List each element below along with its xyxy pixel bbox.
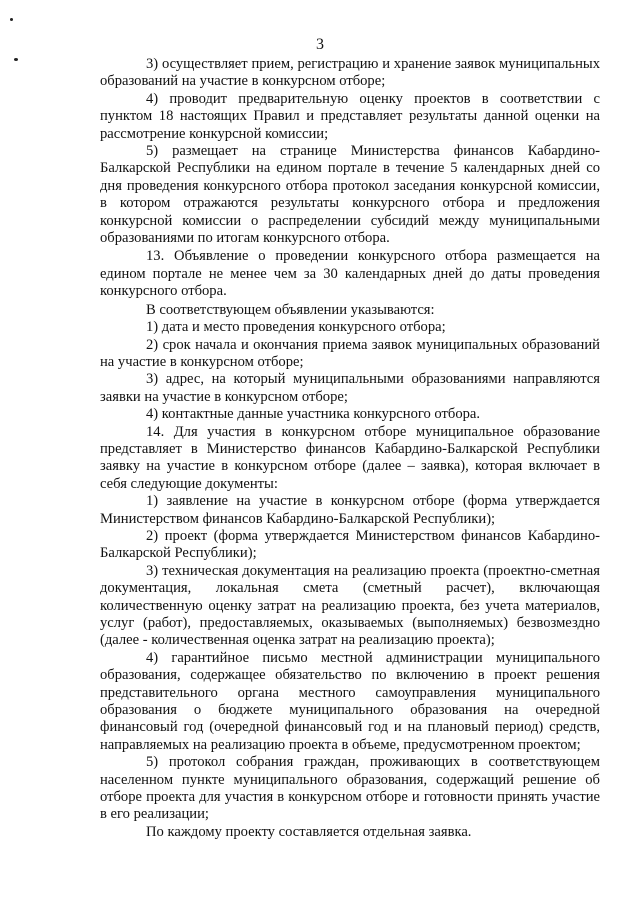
page-number: 3 <box>316 36 324 53</box>
document-body <box>100 56 600 841</box>
paragraph-announcement-3: 3) адрес, на который муниципальными образованиями направляются заявки на участие в конкурсном отборе; <box>100 371 600 405</box>
paragraph-closing: По каждому проекту составляется отдельная заявка. <box>146 823 472 840</box>
paragraph-document-4: 4) гарантийное письмо местной администрации муниципального образования, содержащее обязательство по включению в проект решения представительного органа местного самоуправления муниципального образования о бюджете муниципального образования на очередной финансовый год (очередной финансовый год и на плановый период) средств, направляемых на реализацию проекта в объеме, предусмотренном проектом; <box>100 649 600 753</box>
paragraph-item-3: 3) осуществляет прием, регистрацию и хранение заявок муниципальных образований на участие в конкурсном отборе; <box>100 56 600 90</box>
paragraph-section-14: 14. Для участия в конкурсном отборе муниципальное образование представляет в Министерство финансов Кабардино-Балкарской Республики заявку на участие в конкурсном отборе (далее – заявка), которая включает в себя следующие документы: <box>100 423 600 492</box>
paragraph-announcement-1: 1) дата и место проведения конкурсного отбора; <box>146 319 446 336</box>
paragraph-item-4: 4) проводит предварительную оценку проектов в соответствии с пунктом 18 настоящих Правил и представляет результаты данной оценки на рассмотрение конкурсной комиссии; <box>100 90 600 142</box>
scan-speck <box>14 58 18 61</box>
paragraph-document-3: 3) техническая документация на реализацию проекта (проектно-сметная документация, локальная смета (сметный расчет), включающая количественную оценку затрат на реализацию проекта, без учета материалов, услуг (работ), предоставляемых, оказываемых (выполняемых) безвозмездно (далее - количественная оценка затрат на реализацию проекта); <box>100 562 600 649</box>
paragraph-item-5: 5) размещает на странице Министерства финансов Кабардино-Балкарской Республики на едином портале в течение 5 календарных дней со дня проведения конкурсного отбора протокол заседания конкурсной комиссии, в котором отражаются результаты конкурсного отбора и предложения конкурсной комиссии о распределении субсидий между муниципальными образованиями по итогам конкурсного отбора. <box>100 143 600 247</box>
paragraph-document-1: 1) заявление на участие в конкурсном отборе (форма утверждается Министерством финансов Кабардино-Балкарской Республики); <box>100 493 600 527</box>
paragraph-document-2: 2) проект (форма утверждается Министерством финансов Кабардино-Балкарской Республики); <box>100 527 600 562</box>
paragraph-announcement-2: 2) срок начала и окончания приема заявок муниципальных образований на участие в конкурсном отборе; <box>100 336 600 370</box>
paragraph-announcement-intro: В соответствующем объявлении указываются: <box>146 301 435 318</box>
scan-speck <box>10 18 13 21</box>
paragraph-section-13: 13. Объявление о проведении конкурсного отбора размещается на едином портале не менее чем за 30 календарных дней до даты проведения конкурсного отбора. <box>100 248 600 300</box>
paragraph-announcement-4: 4) контактные данные участника конкурсного отбора. <box>146 406 481 423</box>
paragraph-document-5: 5) протокол собрания граждан, проживающих в соответствующем населенном пункте муниципального образования, содержащий решение об отборе проекта для участия в конкурсном отборе и готовности принять участие в его реализации; <box>100 754 600 823</box>
